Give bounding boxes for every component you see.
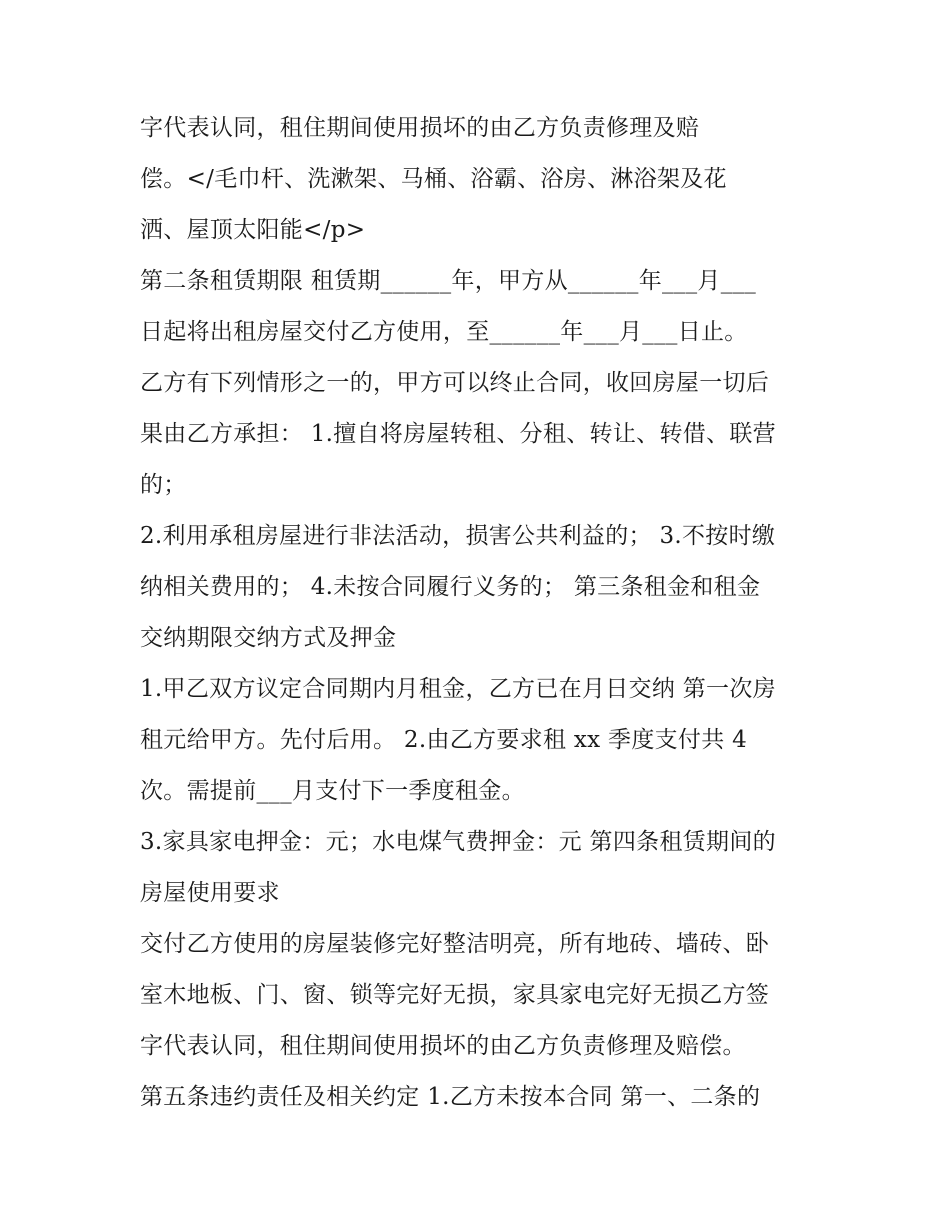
text-line: 室木地板、门、窗、锁等完好无损，家具家电完好无损乙方签 (140, 982, 770, 1008)
text-line: 交纳期限交纳方式及押金 (140, 625, 397, 651)
text-line: 租元给甲方。先付后用。 2.由乙方要求租 xx 季度支付共 4 (140, 727, 748, 753)
text-line: 果由乙方承担： 1.擅自将房屋转租、分租、转让、转借、联营 (140, 421, 776, 447)
text-line: 第五条违约责任及相关约定 1.乙方未按本合同 第一、二条的 (140, 1084, 761, 1110)
text-line: 偿。</毛巾杆、洗漱架、马桶、浴霸、浴房、淋浴架及花 (140, 166, 727, 192)
text-line: 日起将出租房屋交付乙方使用，至______年___月___日止。 (140, 319, 748, 345)
text-line: 的； (140, 472, 187, 498)
text-line: 第二条租赁期限 租赁期______年，甲方从______年___月___ (140, 268, 757, 294)
text-line: 房屋使用要求 (140, 880, 280, 906)
text-line: 1.甲乙双方议定合同期内月租金，乙方已在月日交纳 第一次房 (140, 676, 776, 702)
text-line: 洒、屋顶太阳能</p> (140, 217, 366, 243)
text-line: 交付乙方使用的房屋装修完好整洁明亮，所有地砖、墙砖、卧 (140, 931, 770, 957)
text-line: 2.利用承租房屋进行非法活动，损害公共利益的； 3.不按时缴 (140, 523, 776, 549)
text-line: 3.家具家电押金：元；水电煤气费押金：元 第四条租赁期间的 (140, 829, 776, 855)
text-line: 纳相关费用的； 4.未按合同履行义务的； 第三条租金和租金 (140, 574, 761, 600)
text-line: 字代表认同，租住期间使用损坏的由乙方负责修理及赔 (140, 115, 700, 141)
text-line: 乙方有下列情形之一的，甲方可以终止合同，收回房屋一切后 (140, 370, 770, 396)
text-line: 字代表认同，租住期间使用损坏的由乙方负责修理及赔偿。 (140, 1033, 746, 1059)
text-line: 次。需提前___月支付下一季度租金。 (140, 778, 525, 804)
